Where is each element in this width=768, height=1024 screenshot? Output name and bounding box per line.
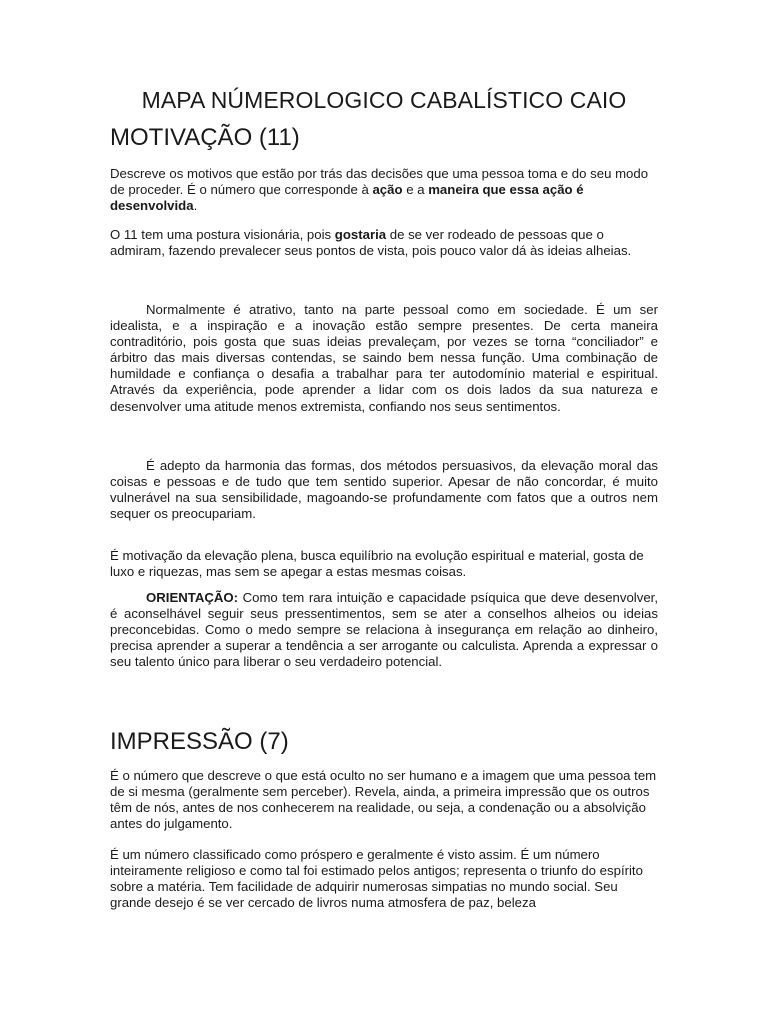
section-heading-impressao: IMPRESSÃO (7) xyxy=(110,728,289,755)
section-heading-motivacao: MOTIVAÇÃO (11) xyxy=(110,124,300,151)
page-title: MAPA NÚMEROLOGICO CABALÍSTICO CAIO xyxy=(141,87,627,113)
text-run: Descreve os motivos que estão por trás das decisões que uma pessoa toma e do seu modo de proceder. É o número que corresponde à xyxy=(110,166,649,198)
paragraph-motivacao-1 xyxy=(110,166,658,214)
text-run: . xyxy=(193,198,198,214)
orientacao-text: Como tem rara intuição e capacidade psíquica que deve desenvolver, é aconselhável seguir seus pressentimentos, sem se ater a conselhos alheios ou ideias preconcebidas. Como o medo sempre se relaciona à insegurança em relação ao dinheiro, precisa aprender a superar a tendência a ser arrogante ou calculista. Aprenda a expressar o seu talento único para liberar o seu verdadeiro potencial. xyxy=(110,590,658,670)
paragraph-motivacao-2 xyxy=(110,227,658,259)
paragraph-impressao-2: É um número classificado como próspero e geralmente é visto assim. É um número inteiramente religioso e como tal foi estimado pelos antigos; representa o triunfo do espírito sobre a matéria. Tem facilidade de adquirir numerosas simpatias no mundo social. Seu grande desejo é se ver cercado de livros numa atmosfera de paz, beleza xyxy=(110,847,643,911)
bold-text-acao: ação xyxy=(372,182,403,198)
bold-text-maneira: maneira que essa ação é desenvolvida xyxy=(110,182,584,214)
text-run: O 11 tem uma postura visionária, pois xyxy=(110,227,335,242)
text-run: e a xyxy=(402,182,429,198)
paragraph-motivacao-4: É adepto da harmonia das formas, dos métodos persuasivos, da elevação moral das coisas e pessoas e de tudo que tem sentido superior. Apesar de não concordar, é muito vulnerável na sua sensibilidade, magoando-se profundamente com fatos que a outros nem sequer os preocupariam. xyxy=(110,458,658,522)
paragraph-motivacao-5: É motivação da elevação plena, busca equilíbrio na evolução espiritual e material, gosta de luxo e riquezas, mas sem se apegar a estas mesmas coisas. xyxy=(110,548,644,580)
paragraph-impressao-1: É o número que descreve o que está oculto no ser humano e a imagem que uma pessoa tem de si mesma (geralmente sem perceber). Revela, ainda, a primeira impressão que os outros têm de nós, antes de nos conhecerem na realidade, ou seja, a condenação ou a absolvição antes do julgamento. xyxy=(110,768,657,832)
text-run: de se ver rodeado de pessoas que o admiram, fazendo prevalecer seus pontos de vista, pois pouco valor dá às ideias alheias. xyxy=(110,227,632,259)
bold-text-gostaria: gostaria xyxy=(334,227,387,242)
paragraph-motivacao-3: Normalmente é atrativo, tanto na parte pessoal como em sociedade. É um ser idealista, e a inspiração e a inovação estão sempre presentes. De certa maneira contraditório, pois gosta que suas ideias prevaleçam, por vezes se torna “conciliador” e árbitro das mais diversas contendas, se saindo bem nessa função. Uma combinação de humildade e confiança o desafia a trabalhar para ter autodomínio material e espiritual. Através da experiência, pode aprender a lidar com os dois lados da sua natureza e desenvolver uma atitude menos extremista, confiando nos seus sentimentos. xyxy=(110,302,658,414)
orientacao-label: ORIENTAÇÃO: xyxy=(146,590,239,605)
paragraph-orientacao xyxy=(110,590,658,670)
